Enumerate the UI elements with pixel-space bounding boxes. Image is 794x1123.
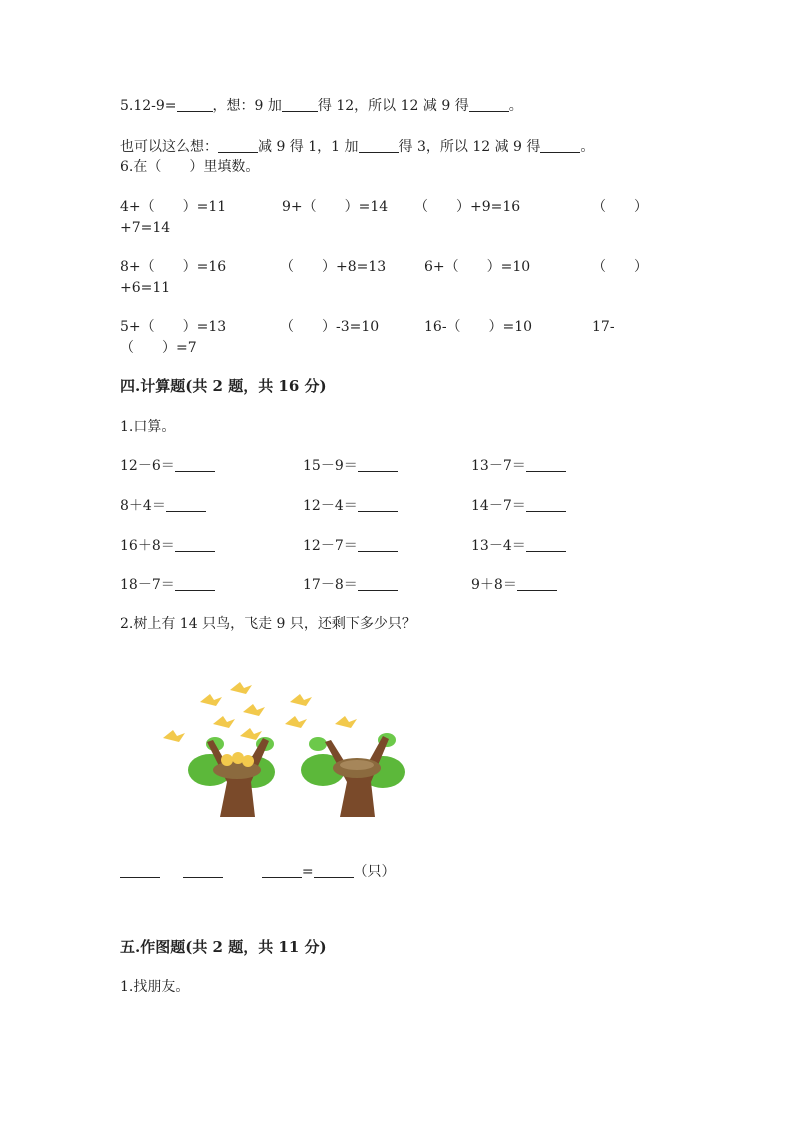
oral-answer-blank[interactable]: [358, 457, 398, 472]
q6-title: 6.在（ ）里填数。: [120, 159, 260, 175]
q6-r3-c1[interactable]: 5+（ ）=13: [120, 319, 227, 335]
q5-text-a: 5.12-9=: [120, 98, 177, 114]
birds-tree-illustration: [155, 672, 415, 822]
oral-item: 16＋8＝: [120, 536, 215, 556]
answer-unit: （只）: [353, 864, 396, 880]
section5-heading: 五.作图题(共 2 题，共 11 分): [120, 938, 327, 956]
q6-r1-wrap: +7=14: [120, 220, 171, 236]
q6-r2-wrap: +6=11: [120, 280, 171, 296]
q6-r3-c3[interactable]: 16-（ ）=10: [424, 319, 533, 335]
oral-item: 13－4＝: [471, 536, 566, 556]
q5-blank-6[interactable]: [540, 138, 580, 153]
q6-r1-c2[interactable]: 9+（ ）=14: [282, 199, 389, 215]
q6-r2-c2[interactable]: （ ）+8=13: [280, 259, 387, 275]
q5-text-c: 得 12，所以 12 减 9 得: [317, 98, 469, 114]
q5-blank-2[interactable]: [282, 97, 318, 112]
q6-r1-c1[interactable]: 4+（ ）=11: [120, 199, 227, 215]
oral-answer-blank[interactable]: [358, 537, 398, 552]
oral-item: 13－7＝: [471, 456, 566, 476]
oral-item: 15－9＝: [303, 456, 398, 476]
equals-sign: =: [301, 864, 314, 880]
oral-item: 12－6＝: [120, 456, 215, 476]
q6-r1-c4[interactable]: （ ）: [592, 199, 648, 215]
q6-r2-c3[interactable]: 6+（ ）=10: [424, 259, 531, 275]
q5-text-g: 得 3，所以 12 减 9 得: [398, 139, 541, 155]
answer-blank-3[interactable]: [262, 863, 302, 878]
oral-answer-blank[interactable]: [526, 497, 566, 512]
oral-answer-blank[interactable]: [526, 537, 566, 552]
q5-blank-1[interactable]: [177, 97, 213, 112]
oral-answer-blank[interactable]: [175, 457, 215, 472]
q6-r2-c1[interactable]: 8+（ ）=16: [120, 259, 227, 275]
answer-blank-4[interactable]: [314, 863, 354, 878]
q5-blank-3[interactable]: [469, 97, 509, 112]
oral-answer-blank[interactable]: [358, 497, 398, 512]
q6-r3-wrap[interactable]: （ ）=7: [120, 340, 197, 356]
q5-text-e: 也可以这么想：: [120, 139, 218, 155]
oral-item: 9＋8＝: [471, 575, 557, 595]
q6-r2-c4[interactable]: （ ）: [592, 259, 648, 275]
oral-answer-blank[interactable]: [358, 576, 398, 591]
oral-item: 18－7＝: [120, 575, 215, 595]
oral-answer-blank[interactable]: [175, 537, 215, 552]
q5-text-b: ，想：9 加: [212, 98, 282, 114]
section5-q1-title: 1.找朋友。: [120, 979, 190, 995]
flying-bird-icon: [163, 682, 357, 742]
q5-line2: [120, 137, 594, 157]
q5-line1: [120, 96, 523, 116]
oral-item: 8＋4＝: [120, 496, 206, 516]
oral-item: 12－4＝: [303, 496, 398, 516]
oral-answer-blank[interactable]: [166, 497, 206, 512]
q5-blank-4[interactable]: [218, 138, 258, 153]
tree-with-empty-nest-icon: [301, 733, 405, 817]
oral-item: 14－7＝: [471, 496, 566, 516]
q5-text-f: 减 9 得 1，1 加: [258, 139, 359, 155]
q6-r1-c3[interactable]: （ ）+9=16: [414, 199, 521, 215]
q5-text-d: 。: [508, 98, 523, 114]
oral-answer-blank[interactable]: [526, 457, 566, 472]
q6-r3-c2[interactable]: （ ）-3=10: [280, 319, 380, 335]
section4-q2-title: 2.树上有 14 只鸟，飞走 9 只，还剩下多少只？: [120, 616, 416, 632]
q6-r3-c4[interactable]: 17-: [592, 319, 615, 335]
section4-q1-title: 1.口算。: [120, 419, 176, 435]
tree-with-birds-icon: [188, 737, 275, 817]
q5-text-h: 。: [580, 139, 595, 155]
oral-answer-blank[interactable]: [517, 576, 557, 591]
oral-item: 12－7＝: [303, 536, 398, 556]
answer-blank-1[interactable]: [120, 863, 160, 878]
answer-line: [120, 862, 396, 882]
section4-heading: 四.计算题(共 2 题，共 16 分): [120, 377, 327, 395]
oral-item: 17－8＝: [303, 575, 398, 595]
oral-answer-blank[interactable]: [175, 576, 215, 591]
q5-blank-5[interactable]: [359, 138, 399, 153]
answer-blank-2[interactable]: [183, 863, 223, 878]
